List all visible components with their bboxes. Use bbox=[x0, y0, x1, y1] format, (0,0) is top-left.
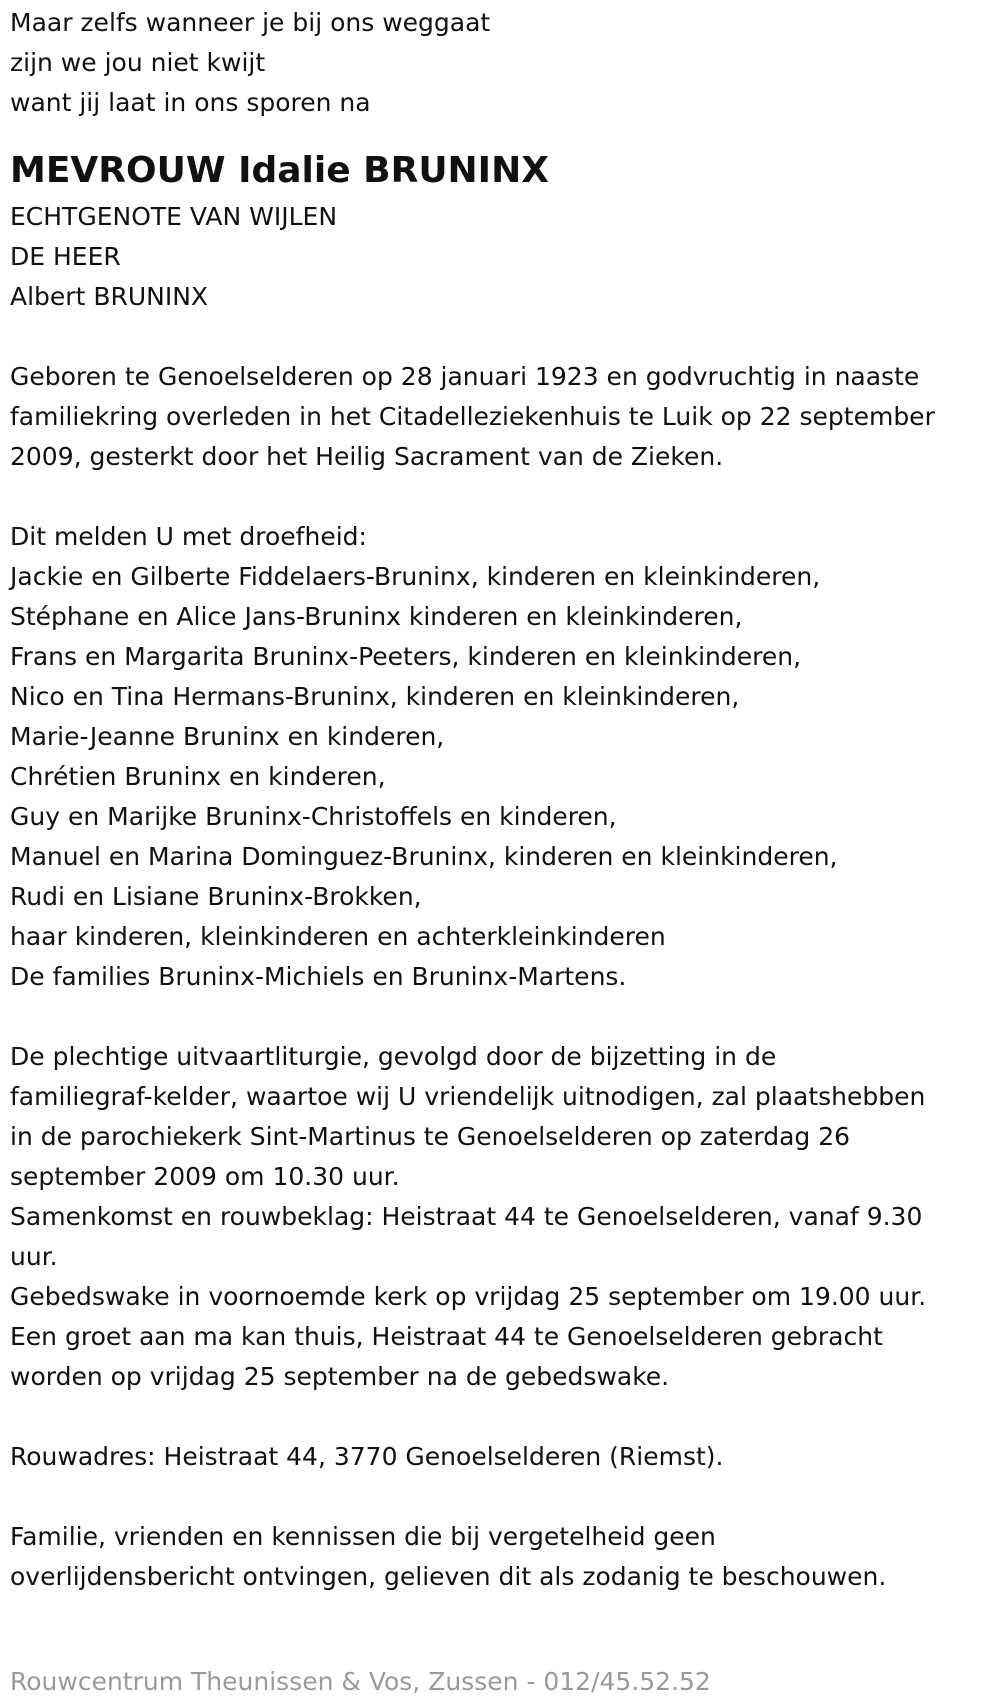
verse-line: Maar zelfs wanneer je bij ons weggaat bbox=[10, 8, 491, 37]
ceremony-line: Samenkomst en rouwbeklag: Heistraat 44 te Genoelselderen, vanaf 9.30 bbox=[10, 1202, 923, 1231]
ceremony-line: De plechtige uitvaartliturgie, gevolgd door de bijzetting in de bbox=[10, 1042, 777, 1071]
mourner-line: Jackie en Gilberte Fiddelaers-Bruninx, kinderen en kleinkinderen, bbox=[10, 562, 821, 591]
deceased-name: MEVROUW Idalie BRUNINX bbox=[10, 150, 549, 191]
closing-line: overlijdensbericht ontvingen, gelieven dit als zodanig te beschouwen. bbox=[10, 1562, 887, 1591]
closing-block bbox=[10, 1517, 980, 1597]
ceremony-line: worden op vrijdag 25 september na de gebedswake. bbox=[10, 1362, 670, 1391]
paragraph-line: Geboren te Genoelselderen op 28 januari 1923 en godvruchtig in naaste bbox=[10, 362, 920, 391]
spacer bbox=[10, 997, 980, 1037]
mourner-line: Guy en Marijke Bruninx-Christoffels en kinderen, bbox=[10, 802, 617, 831]
mourner-line: Nico en Tina Hermans-Bruninx, kinderen en kleinkinderen, bbox=[10, 682, 740, 711]
mourning-address: Rouwadres: Heistraat 44, 3770 Genoelselderen (Riemst). bbox=[10, 1442, 724, 1471]
paragraph-line: familiekring overleden in het Citadelleziekenhuis te Luik op 22 september bbox=[10, 402, 935, 431]
mourner-line: Stéphane en Alice Jans-Bruninx kinderen en kleinkinderen, bbox=[10, 602, 743, 631]
mourner-line: Marie-Jeanne Bruninx en kinderen, bbox=[10, 722, 445, 751]
ceremony-line: Een groet aan ma kan thuis, Heistraat 44 te Genoelselderen gebracht bbox=[10, 1322, 883, 1351]
spouse-block bbox=[10, 197, 980, 317]
birth-death-paragraph bbox=[10, 357, 980, 477]
spacer bbox=[10, 477, 980, 517]
spouse-line: ECHTGENOTE VAN WIJLEN bbox=[10, 202, 338, 231]
ceremony-line: uur. bbox=[10, 1242, 58, 1271]
spacer bbox=[10, 1397, 980, 1437]
closing-line: Familie, vrienden en kennissen die bij vergetelheid geen bbox=[10, 1522, 716, 1551]
mourners-intro: Dit melden U met droefheid: bbox=[10, 522, 367, 551]
mourner-line: Frans en Margarita Bruninx-Peeters, kinderen en kleinkinderen, bbox=[10, 642, 802, 671]
mourner-line: Chrétien Bruninx en kinderen, bbox=[10, 762, 386, 791]
verse-line: want jij laat in ons sporen na bbox=[10, 88, 371, 117]
spacer bbox=[10, 1477, 980, 1517]
ceremony-line: in de parochiekerk Sint-Martinus te Genoelselderen op zaterdag 26 bbox=[10, 1122, 851, 1151]
ceremony-line: september 2009 om 10.30 uur. bbox=[10, 1162, 400, 1191]
spacer bbox=[10, 317, 980, 357]
funeral-home-footer: Rouwcentrum Theunissen & Vos, Zussen - 012/45.52.52 bbox=[10, 1667, 711, 1696]
verse bbox=[10, 0, 980, 123]
mourners-block bbox=[10, 517, 980, 997]
mourner-line: haar kinderen, kleinkinderen en achterkleinkinderen bbox=[10, 922, 666, 951]
verse-line: zijn we jou niet kwijt bbox=[10, 48, 266, 77]
mourner-line: Manuel en Marina Dominguez-Bruninx, kinderen en kleinkinderen, bbox=[10, 842, 838, 871]
mourner-line: De families Bruninx-Michiels en Bruninx-Martens. bbox=[10, 962, 627, 991]
spouse-line: DE HEER bbox=[10, 242, 121, 271]
mourner-line: Rudi en Lisiane Bruninx-Brokken, bbox=[10, 882, 422, 911]
ceremony-block bbox=[10, 1037, 980, 1397]
paragraph-line: 2009, gesterkt door het Heilig Sacrament van de Zieken. bbox=[10, 442, 724, 471]
ceremony-line: familiegraf-kelder, waartoe wij U vriendelijk uitnodigen, zal plaatshebben bbox=[10, 1082, 926, 1111]
ceremony-line: Gebedswake in voornoemde kerk op vrijdag 25 september om 19.00 uur. bbox=[10, 1282, 927, 1311]
spouse-line: Albert BRUNINX bbox=[10, 282, 209, 311]
